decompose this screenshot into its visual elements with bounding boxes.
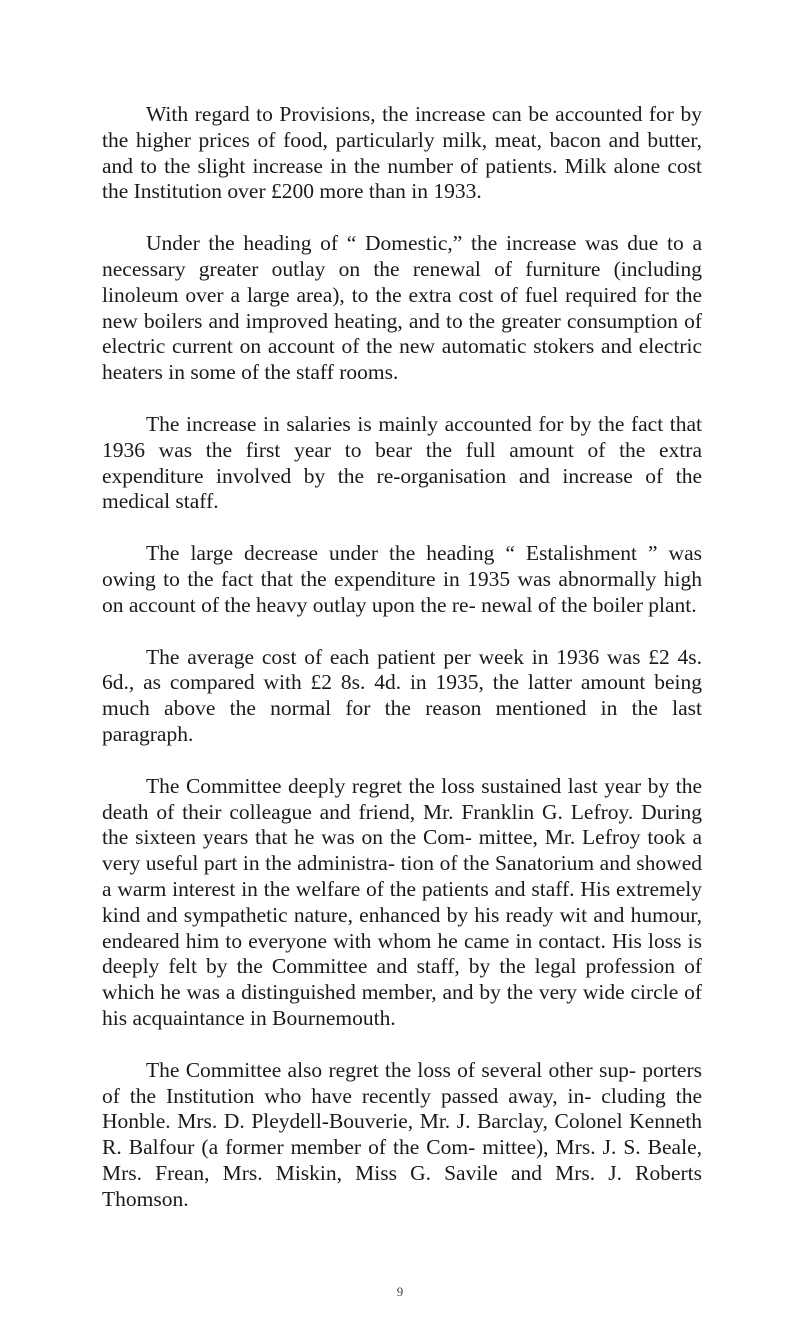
paragraph-provisions: With regard to Provisions, the increase can be accounted for by the higher prices of food, particularly milk, meat, bacon and butter, and to the slight increase in the number of patients. Milk alone cost the Institution over £200 more than in 1933. <box>102 102 702 204</box>
paragraph-salaries: The increase in salaries is mainly accounted for by the fact that 1936 was the first year to bear the full amount of the extra expenditure involved by the re-organisation and increase of the medical staff. <box>102 411 702 514</box>
paragraph-domestic: Under the heading of “ Domestic,” the increase was due to a necessary greater outlay on the renewal of furniture (including linoleum over a large area), to the extra cost of fuel required for the new boilers and improved heating, and to the greater consumption of electric current on account of the new automatic stokers and electric heaters in some of the staff rooms. <box>102 231 702 385</box>
paragraph-lefroy-obituary: The Committee deeply regret the loss sustained last year by the death of their colleague and friend, Mr. Franklin G. Lefroy. During the sixteen years that he was on the Com- mittee, Mr. Lefroy took a very useful part in the administra- tion of the Sanatorium and showed a warm interest in the welfare of the patients and staff. His extremely kind and sympathetic nature, enhanced by his ready wit and humour, endeared him to everyone with whom he came in contact. His loss is deeply felt by the Committee and staff, by the legal profession of which he was a distinguished member, and by the very wide circle of his acquaintance in Bournemouth. <box>102 773 702 1030</box>
page-number: 9 <box>396 1284 404 1299</box>
document-page <box>102 102 702 1238</box>
paragraph-other-supporters: The Committee also regret the loss of several other sup- porters of the Institution who have recently passed away, in- cluding the Honble. Mrs. D. Pleydell-Bouverie, Mr. J. Barclay, Colonel Kenneth R. Balfour (a former member of the Com- mittee), Mrs. J. S. Beale, Mrs. Frean, Mrs. Miskin, Miss G. Savile and Mrs. J. Roberts Thomson. <box>102 1057 702 1211</box>
paragraph-establishment: The large decrease under the heading “ Estalishment ” was owing to the fact that the expenditure in 1935 was abnormally high on account of the heavy outlay upon the re- newal of the boiler plant. <box>102 541 702 617</box>
paragraph-average-cost: The average cost of each patient per week in 1936 was £2 4s. 6d., as compared with £2 8s. 4d. in 1935, the latter amount being much above the normal for the reason mentioned in the last paragraph. <box>102 644 702 746</box>
